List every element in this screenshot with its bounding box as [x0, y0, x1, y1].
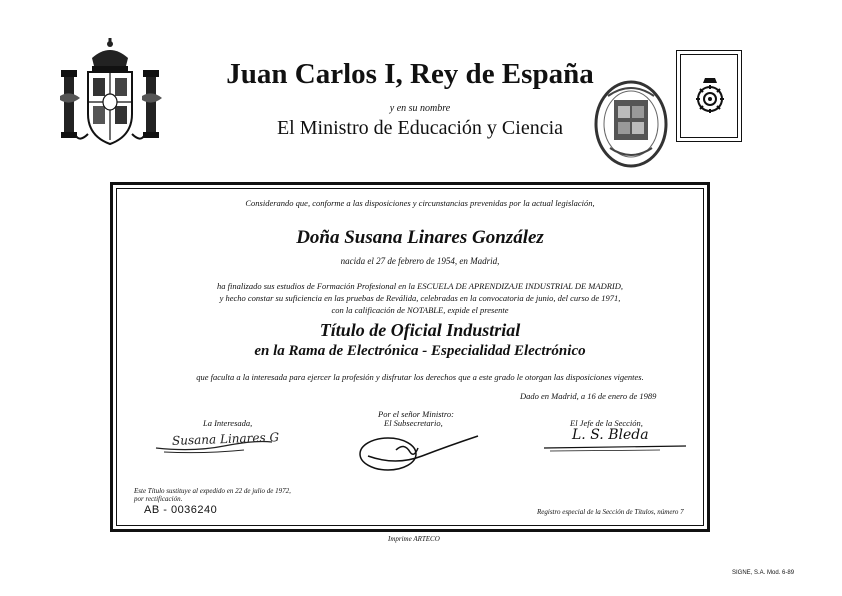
registro-text: Registro especial de la Sección de Títulos, número 7 — [537, 508, 684, 516]
emblem-box — [676, 50, 742, 142]
cogwheel-emblem-icon — [695, 75, 725, 117]
certificate-serial-number: AB - 0036240 — [144, 504, 218, 516]
jefe-label: El Jefe de la Sección, — [570, 418, 643, 428]
official-seal-stamp — [592, 78, 670, 170]
studies-line-1: ha finalizado sus estudios de Formación Profesional en la ESCUELA DE APRENDIZAJE INDUSTRIAL DE MADRID, — [216, 281, 623, 291]
recipient-name: Doña Susana Linares González — [296, 227, 544, 248]
interesada-label: La Interesada, — [203, 418, 253, 428]
considerando-text: Considerando que, conforme a las disposiciones y circunstancias prevenidas por la actual legislación, — [245, 198, 595, 208]
birth-text: nacida el 27 de febrero de 1954, en Madrid, — [340, 256, 500, 266]
issue-date-text: Dado en Madrid, a 16 de enero de 1989 — [520, 391, 657, 401]
ministro-label-line2: El Subsecretario, — [384, 418, 443, 428]
studies-line-2: y hecho constar su suficiencia en las pruebas de Reválida, celebradas en la convocatoria de junio, del curso de 1971, — [219, 293, 621, 303]
studies-line-3: con la calificación de NOTABLE, expide el presente — [331, 305, 509, 315]
sustituye-line-1: Este Título sustituye al expedido en 22 de julio de 1972, — [134, 487, 291, 495]
interesada-signature-underline — [154, 436, 274, 456]
jefe-signature: L. S. Bleda — [572, 427, 649, 443]
coat-of-arms-emblem — [58, 36, 163, 148]
degree-title: Título de Oficial Industrial — [319, 320, 521, 340]
degree-branch: en la Rama de Electrónica - Especialidad Electrónico — [254, 343, 586, 359]
ministro-label-line1: Por el señor Ministro: — [378, 409, 454, 419]
ministry-title: El Ministro de Educación y Ciencia — [276, 117, 564, 139]
printer-credit: Imprime ARTECO — [388, 535, 440, 543]
header-subtitle: y en su nombre — [389, 103, 451, 114]
sustituye-line-2: por rectificación. — [134, 495, 183, 503]
ministro-signature-scribble — [356, 432, 482, 474]
certificate-header-title: Juan Carlos I, Rey de España — [226, 58, 594, 90]
interesada-signature: Susana Linares G — [171, 430, 280, 448]
form-code: SIGNE, S.A. Mod. 6-89 — [732, 570, 795, 576]
jefe-signature-underline — [540, 440, 690, 454]
faculta-text: que faculta a la interesada para ejercer la profesión y disfrutar los derechos que a este grado le otorgan las disposiciones vigentes. — [196, 372, 644, 382]
